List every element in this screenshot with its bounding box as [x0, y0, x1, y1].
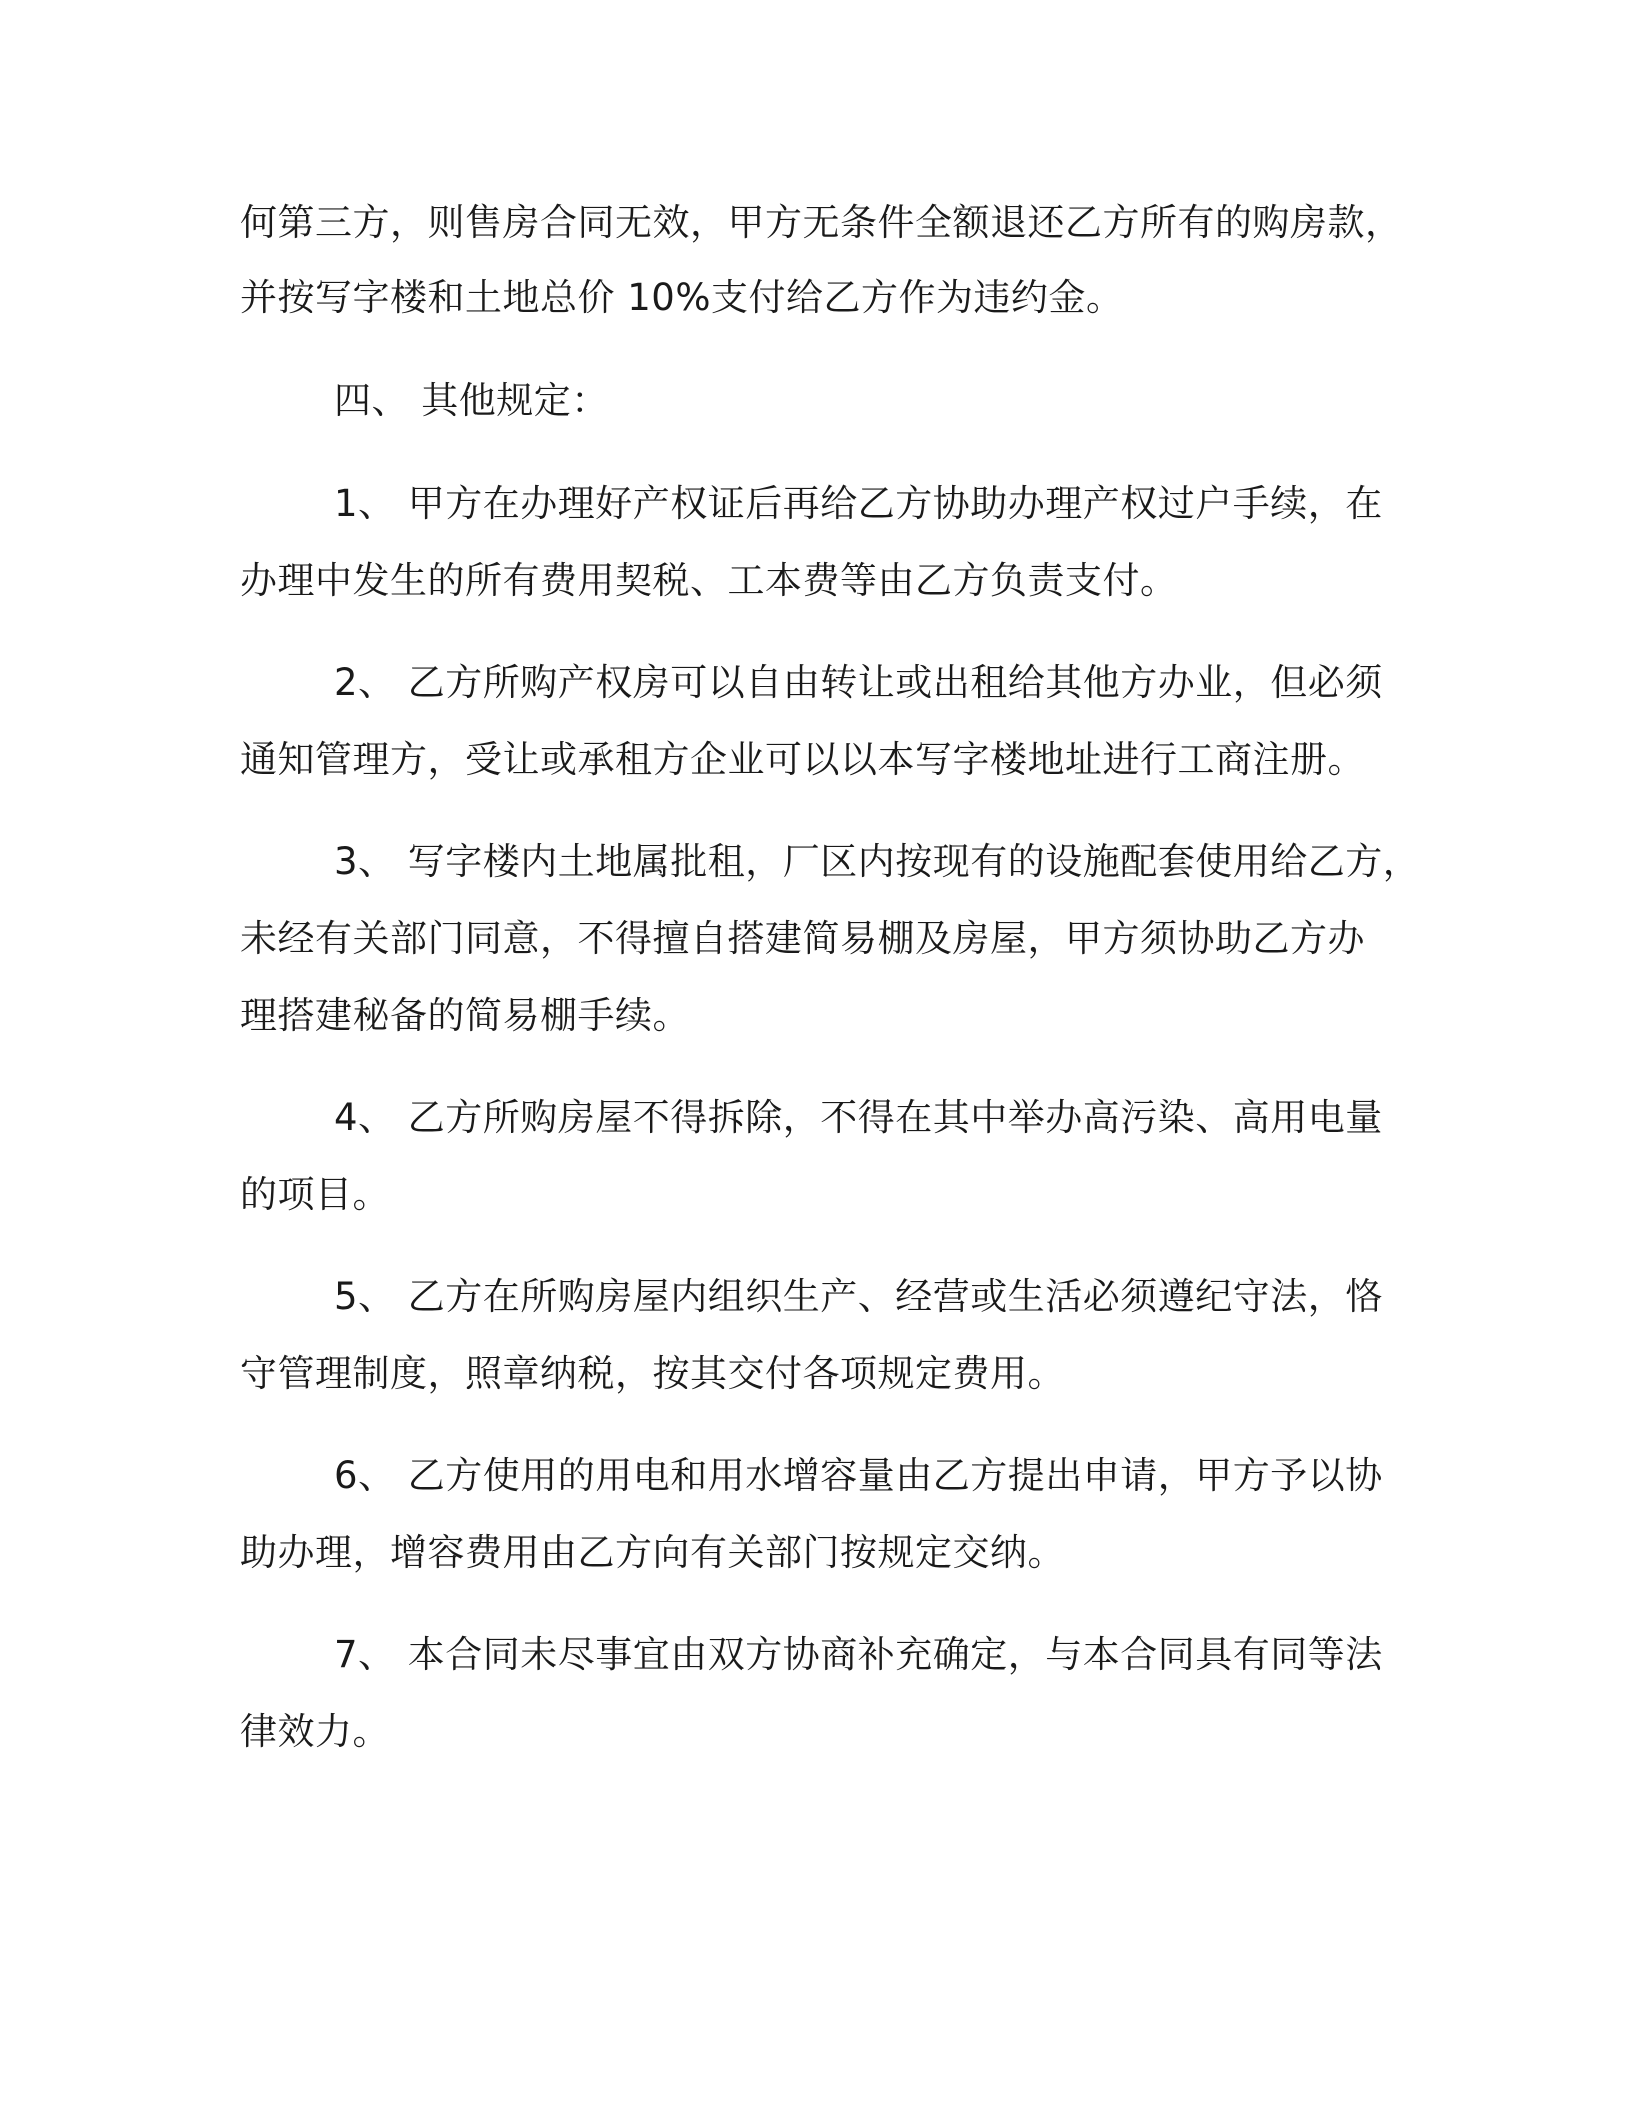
text-line: 1、 甲方在办理好产权证后再给乙方协助办理产权过户手续，在: [334, 482, 1383, 525]
text-line: 7、 本合同未尽事宜由双方协商补充确定，与本合同具有同等法: [334, 1633, 1383, 1676]
text-line: 5、 乙方在所购房屋内组织生产、经营或生活必须遵纪守法，恪: [334, 1275, 1383, 1318]
text-line: 未经有关部门同意，不得擅自搭建简易棚及房屋，甲方须协助乙方办: [240, 917, 1365, 960]
text-line: 通知管理方，受让或承租方企业可以以本写字楼地址进行工商注册。: [240, 738, 1365, 781]
document-page: [240, 0, 1421, 2112]
text-line: 律效力。: [240, 1710, 390, 1753]
text-line: 4、 乙方所购房屋不得拆除，不得在其中举办高污染、高用电量: [334, 1096, 1383, 1139]
section-heading: 四、 其他规定：: [334, 379, 609, 422]
text-line: 助办理，增容费用由乙方向有关部门按规定交纳。: [240, 1531, 1065, 1574]
text-line: 并按写字楼和土地总价 10%支付给乙方作为违约金。: [240, 276, 1124, 319]
text-line: 办理中发生的所有费用契税、工本费等由乙方负责支付。: [240, 559, 1178, 602]
text-line: 守管理制度，照章纳税，按其交付各项规定费用。: [240, 1352, 1065, 1395]
text-line: 何第三方，则售房合同无效，甲方无条件全额退还乙方所有的购房款，: [240, 201, 1403, 244]
text-line: 3、 写字楼内土地属批租，厂区内按现有的设施配套使用给乙方，: [334, 840, 1421, 883]
text-line: 的项目。: [240, 1173, 390, 1216]
text-line: 理搭建秘备的简易棚手续。: [240, 994, 690, 1037]
text-line: 2、 乙方所购产权房可以自由转让或出租给其他方办业，但必须: [334, 661, 1383, 704]
text-line: 6、 乙方使用的用电和用水增容量由乙方提出申请，甲方予以协: [334, 1454, 1383, 1497]
